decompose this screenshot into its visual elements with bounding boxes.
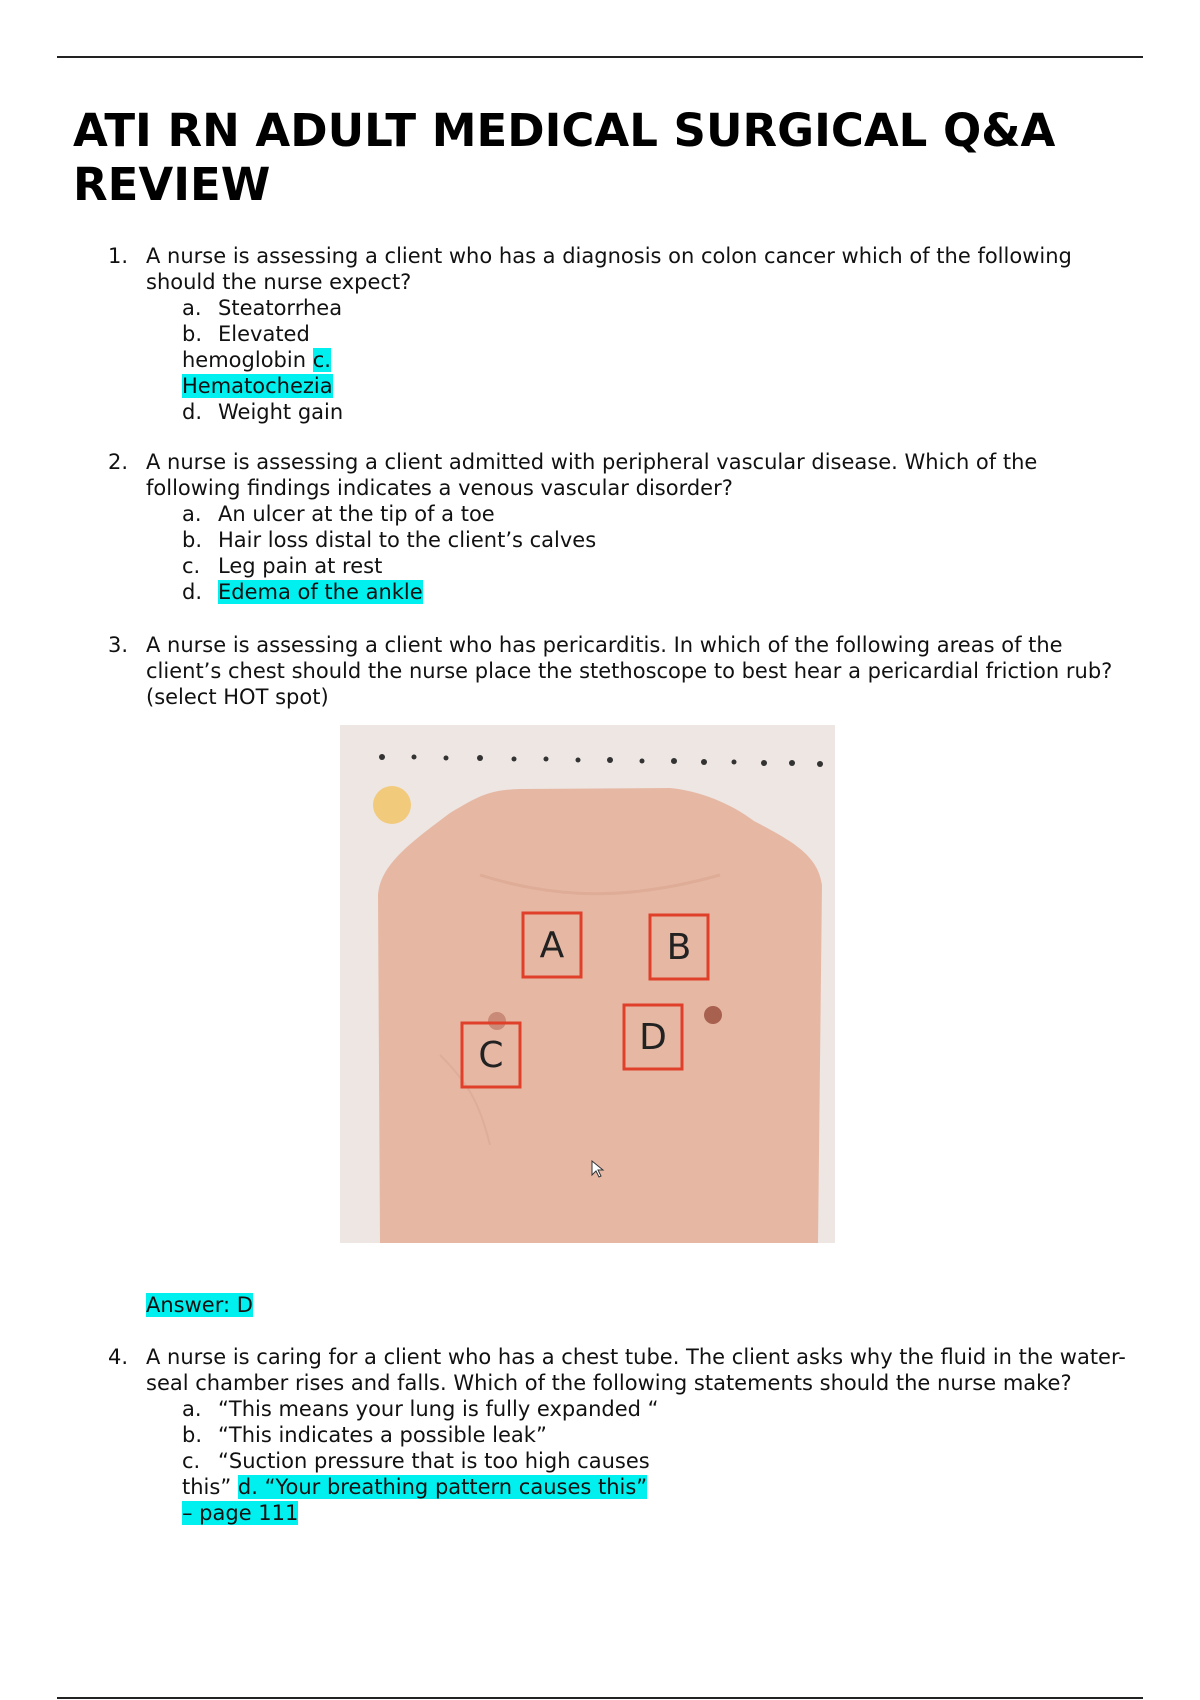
svg-text:B: B	[666, 927, 692, 968]
option-c[interactable]: c. “Suction pressure that is too high causes	[182, 1449, 650, 1473]
top-rule	[57, 56, 1143, 58]
question-number: 2.	[108, 450, 129, 474]
option-d[interactable]: this” d. “Your breathing pattern causes this” – page 111	[182, 1475, 648, 1525]
option-a[interactable]: a. An ulcer at the tip of a toe	[182, 502, 495, 526]
options-list	[182, 295, 1128, 425]
question-number: 4.	[108, 1345, 129, 1369]
question-text: A nurse is caring for a client who has a chest tube. The client asks why the fluid in the water-seal chamber rises and falls. Which of the following statements should the nurse make?	[146, 1345, 1126, 1395]
option-c[interactable]: hemoglobin c. Hematochezia	[182, 348, 333, 398]
page-title: ATI RN ADULT MEDICAL SURGICAL Q&A REVIEW	[73, 104, 1056, 211]
option-b[interactable]: b. Elevated	[182, 322, 310, 346]
answer-label: Answer: D	[146, 1293, 253, 1317]
highlighted-answer: Edema of the ankle	[218, 580, 423, 604]
question-3	[108, 632, 1128, 710]
question-1	[108, 243, 1128, 425]
option-a[interactable]: a. Steatorrhea	[182, 296, 343, 320]
right-nipple	[704, 1006, 722, 1024]
option-a[interactable]: a. “This means your lung is fully expanded “	[182, 1397, 659, 1421]
svg-text:A: A	[539, 925, 565, 966]
sticker-dot	[373, 786, 411, 824]
question-text: A nurse is assessing a client admitted with peripheral vascular disease. Which of the following findings indicates a venous vascular disorder?	[146, 450, 1038, 500]
option-d[interactable]: d. Weight gain	[182, 400, 344, 424]
highlighted-answer: c.	[312, 348, 331, 372]
question-4	[108, 1344, 1128, 1526]
bottom-rule	[57, 1697, 1143, 1699]
question-number: 1.	[108, 244, 129, 268]
svg-text:C: C	[478, 1035, 504, 1076]
highlighted-answer: – page 111	[182, 1501, 299, 1525]
svg-text:D: D	[639, 1017, 667, 1058]
highlighted-answer: d. “Your breathing pattern causes this”	[237, 1475, 648, 1499]
question-number: 3.	[108, 633, 129, 657]
option-b[interactable]: b. “This indicates a possible leak”	[182, 1423, 547, 1447]
options-list	[182, 501, 1128, 605]
highlighted-answer: Hematochezia	[182, 374, 333, 398]
option-b[interactable]: b. Hair loss distal to the client’s calves	[182, 528, 597, 552]
options-list	[182, 1396, 1128, 1526]
option-d[interactable]: d. Edema of the ankle	[182, 580, 423, 604]
question-text: A nurse is assessing a client who has pericarditis. In which of the following areas of the client’s chest should the nurse place the stethoscope to best hear a pericardial friction rub? (select HOT spot)	[146, 633, 1113, 709]
left-nipple	[488, 1012, 506, 1030]
option-c[interactable]: c. Leg pain at rest	[182, 554, 383, 578]
question-2	[108, 449, 1128, 605]
chest-hotspot-image	[340, 725, 835, 1243]
question-text: A nurse is assessing a client who has a diagnosis on colon cancer which of the following should the nurse expect?	[146, 244, 1072, 294]
